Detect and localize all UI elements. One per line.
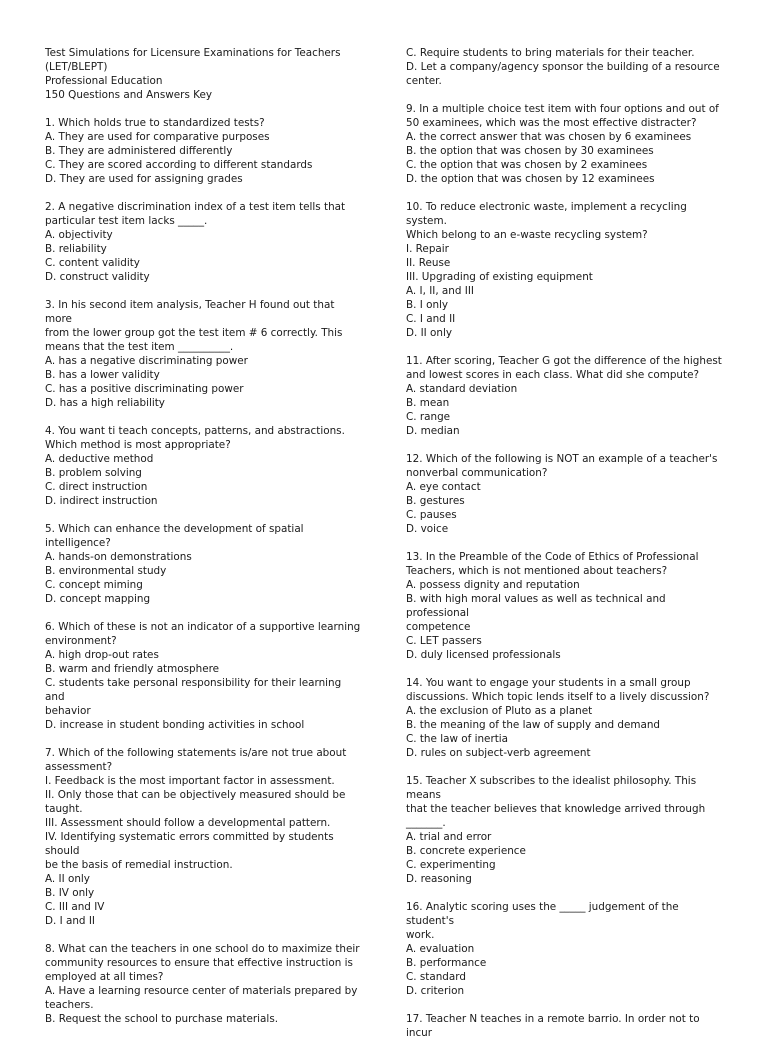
paragraph-gap bbox=[406, 438, 724, 452]
question-text: 8. What can the teachers in one school do to maximize their bbox=[45, 943, 360, 955]
question-line: A. evaluation bbox=[406, 943, 475, 955]
question-block bbox=[406, 452, 724, 536]
question-text: 4. You want ti teach concepts, patterns, and abstractions. bbox=[45, 425, 345, 437]
question-line: C. direct instruction bbox=[45, 481, 148, 493]
question-line: A. the exclusion of Pluto as a planet bbox=[406, 705, 593, 717]
header-line: 150 Questions and Answers Key bbox=[45, 89, 213, 101]
question-block bbox=[45, 298, 363, 410]
right-column bbox=[406, 46, 724, 1040]
question-line: teachers. bbox=[45, 999, 94, 1011]
question-line: C. concept miming bbox=[45, 579, 143, 591]
question-line: and lowest scores in each class. What did she compute? bbox=[406, 369, 699, 381]
question-text: 10. To reduce electronic waste, implement a recycling system. bbox=[406, 201, 691, 227]
question-line: B. Request the school to purchase materials. bbox=[45, 1013, 279, 1025]
paragraph-gap bbox=[45, 410, 363, 424]
question-line: B. the option that was chosen by 30 examinees bbox=[406, 145, 654, 157]
paragraph-gap bbox=[45, 186, 363, 200]
question-line: discussions. Which topic lends itself to a lively discussion? bbox=[406, 691, 710, 703]
paragraph-gap bbox=[45, 606, 363, 620]
question-line: C. has a positive discriminating power bbox=[45, 383, 244, 395]
question-text: 17. Teacher N teaches in a remote barrio. In order not to incur bbox=[406, 1013, 703, 1039]
question-line: taught. bbox=[45, 803, 83, 815]
document-header bbox=[45, 46, 363, 102]
question-line: B. performance bbox=[406, 957, 487, 969]
question-line: D. the option that was chosen by 12 examinees bbox=[406, 173, 655, 185]
question-line: means that the test item __________. bbox=[45, 341, 234, 353]
question-line: B. problem solving bbox=[45, 467, 142, 479]
question-line: competence bbox=[406, 621, 471, 633]
question-line: A. Have a learning resource center of materials prepared by bbox=[45, 985, 358, 997]
question-line: B. with high moral values as well as technical and professional bbox=[406, 593, 669, 619]
question-text: 16. Analytic scoring uses the _____ judgement of the student's bbox=[406, 901, 682, 927]
question-line: community resources to ensure that effective instruction is bbox=[45, 957, 353, 969]
question-line: A. hands-on demonstrations bbox=[45, 551, 192, 563]
question-line: II. Reuse bbox=[406, 257, 451, 269]
question-text: 15. Teacher X subscribes to the idealist philosophy. This means bbox=[406, 775, 700, 801]
question-text: 1. Which holds true to standardized tests? bbox=[45, 117, 265, 129]
paragraph-gap bbox=[406, 886, 724, 900]
question-line: B. warm and friendly atmosphere bbox=[45, 663, 220, 675]
question-line: A. has a negative discriminating power bbox=[45, 355, 248, 367]
question-line: C. experimenting bbox=[406, 859, 496, 871]
question-line: A. objectivity bbox=[45, 229, 113, 241]
question-text: 7. Which of the following statements is/are not true about bbox=[45, 747, 347, 759]
question-line: C. students take personal responsibility for their learning and bbox=[45, 677, 345, 703]
question-line: I. Repair bbox=[406, 243, 449, 255]
question-line: III. Assessment should follow a developmental pattern. bbox=[45, 817, 331, 829]
question-text: 9. In a multiple choice test item with four options and out of bbox=[406, 103, 719, 115]
question-line: B. reliability bbox=[45, 243, 107, 255]
question-line: C. content validity bbox=[45, 257, 140, 269]
left-column bbox=[45, 46, 363, 1026]
question-line: D. construct validity bbox=[45, 271, 150, 283]
question-line: nonverbal communication? bbox=[406, 467, 548, 479]
question-line: D. has a high reliability bbox=[45, 397, 165, 409]
question-line: A. standard deviation bbox=[406, 383, 518, 395]
question-line: B. IV only bbox=[45, 887, 95, 899]
question-block bbox=[406, 676, 724, 760]
paragraph-gap bbox=[406, 998, 724, 1012]
question-line: III. Upgrading of existing equipment bbox=[406, 271, 593, 283]
question-line: B. mean bbox=[406, 397, 450, 409]
question-block bbox=[45, 942, 363, 1026]
paragraph-gap bbox=[45, 928, 363, 942]
question-line: A. trial and error bbox=[406, 831, 492, 843]
question-line: A. the correct answer that was chosen by 6 examinees bbox=[406, 131, 692, 143]
question-line: C. standard bbox=[406, 971, 466, 983]
paragraph-gap bbox=[406, 760, 724, 774]
question-text: 3. In his second item analysis, Teacher H found out that more bbox=[45, 299, 338, 325]
question-line: A. possess dignity and reputation bbox=[406, 579, 580, 591]
question-block bbox=[406, 1012, 724, 1040]
question-line: work. bbox=[406, 929, 435, 941]
question-line: C. range bbox=[406, 411, 451, 423]
paragraph-gap bbox=[406, 536, 724, 550]
paragraph-gap bbox=[406, 340, 724, 354]
question-line: particular test item lacks _____. bbox=[45, 215, 208, 227]
question-line: D. criterion bbox=[406, 985, 465, 997]
question-line: C. LET passers bbox=[406, 635, 482, 647]
question-line: D. voice bbox=[406, 523, 449, 535]
question-line: A. deductive method bbox=[45, 453, 154, 465]
question-line: B. I only bbox=[406, 299, 449, 311]
paragraph-gap bbox=[45, 102, 363, 116]
question-block bbox=[406, 200, 724, 340]
question-line: A. II only bbox=[45, 873, 90, 885]
question-block bbox=[406, 900, 724, 998]
question-line: D. concept mapping bbox=[45, 593, 151, 605]
question-line: A. They are used for comparative purposes bbox=[45, 131, 270, 143]
question-line: Teachers, which is not mentioned about teachers? bbox=[406, 565, 668, 577]
question-line: B. environmental study bbox=[45, 565, 167, 577]
question-text: 2. A negative discrimination index of a test item tells that bbox=[45, 201, 346, 213]
question-line: A. high drop-out rates bbox=[45, 649, 159, 661]
question-line: A. I, II, and III bbox=[406, 285, 474, 297]
question-line: A. eye contact bbox=[406, 481, 481, 493]
question-text: 13. In the Preamble of the Code of Ethics of Professional bbox=[406, 551, 699, 563]
question-line: C. pauses bbox=[406, 509, 457, 521]
question-line: _______. bbox=[406, 817, 446, 829]
question-line: D. Let a company/agency sponsor the building of a resource bbox=[406, 61, 720, 73]
question-line: from the lower group got the test item # 6 correctly. This bbox=[45, 327, 343, 339]
question-line: B. the meaning of the law of supply and demand bbox=[406, 719, 661, 731]
question-line: D. rules on subject-verb agreement bbox=[406, 747, 591, 759]
question-line: D. median bbox=[406, 425, 460, 437]
question-line: D. increase in student bonding activities in school bbox=[45, 719, 305, 731]
question-block bbox=[406, 774, 724, 886]
question-block bbox=[406, 46, 724, 88]
paragraph-gap bbox=[45, 508, 363, 522]
question-text: 6. Which of these is not an indicator of a supportive learning bbox=[45, 621, 361, 633]
question-line: 50 examinees, which was the most effective distracter? bbox=[406, 117, 697, 129]
question-line: D. I and II bbox=[45, 915, 95, 927]
question-line: II. Only those that can be objectively measured should be bbox=[45, 789, 346, 801]
question-line: environment? bbox=[45, 635, 117, 647]
question-line: assessment? bbox=[45, 761, 113, 773]
question-block bbox=[406, 354, 724, 438]
question-line: employed at all times? bbox=[45, 971, 164, 983]
question-block bbox=[45, 620, 363, 732]
paragraph-gap bbox=[45, 732, 363, 746]
question-line: that the teacher believes that knowledge arrived through bbox=[406, 803, 706, 815]
question-block bbox=[406, 102, 724, 186]
question-line: be the basis of remedial instruction. bbox=[45, 859, 233, 871]
question-line: D. They are used for assigning grades bbox=[45, 173, 243, 185]
question-text: 5. Which can enhance the development of spatial intelligence? bbox=[45, 523, 307, 549]
question-line: B. They are administered differently bbox=[45, 145, 233, 157]
question-block bbox=[45, 200, 363, 284]
question-line: center. bbox=[406, 75, 442, 87]
question-line: C. the law of inertia bbox=[406, 733, 509, 745]
question-line: IV. Identifying systematic errors committed by students should bbox=[45, 831, 337, 857]
question-line: Which method is most appropriate? bbox=[45, 439, 231, 451]
question-line: D. duly licensed professionals bbox=[406, 649, 561, 661]
question-block bbox=[45, 116, 363, 186]
question-line: C. III and IV bbox=[45, 901, 105, 913]
question-line: D. II only bbox=[406, 327, 453, 339]
question-line: I. Feedback is the most important factor in assessment. bbox=[45, 775, 335, 787]
question-line: C. the option that was chosen by 2 examinees bbox=[406, 159, 648, 171]
question-text: 14. You want to engage your students in a small group bbox=[406, 677, 691, 689]
question-line: Which belong to an e-waste recycling system? bbox=[406, 229, 648, 241]
question-block bbox=[45, 424, 363, 508]
header-line: Test Simulations for Licensure Examinations for Teachers bbox=[45, 47, 341, 59]
question-line: B. concrete experience bbox=[406, 845, 526, 857]
question-text: C. Require students to bring materials for their teacher. bbox=[406, 47, 695, 59]
paragraph-gap bbox=[406, 186, 724, 200]
question-text: 12. Which of the following is NOT an example of a teacher's bbox=[406, 453, 718, 465]
paragraph-gap bbox=[406, 662, 724, 676]
question-line: D. indirect instruction bbox=[45, 495, 158, 507]
question-text: 11. After scoring, Teacher G got the difference of the highest bbox=[406, 355, 722, 367]
question-line: B. has a lower validity bbox=[45, 369, 160, 381]
question-line: C. I and II bbox=[406, 313, 456, 325]
paragraph-gap bbox=[406, 88, 724, 102]
question-block bbox=[45, 746, 363, 928]
question-block bbox=[406, 550, 724, 662]
question-line: D. reasoning bbox=[406, 873, 472, 885]
question-line: behavior bbox=[45, 705, 91, 717]
paragraph-gap bbox=[45, 284, 363, 298]
question-line: B. gestures bbox=[406, 495, 465, 507]
header-line: (LET/BLEPT) bbox=[45, 61, 108, 73]
question-line: C. They are scored according to different standards bbox=[45, 159, 313, 171]
question-block bbox=[45, 522, 363, 606]
header-line: Professional Education bbox=[45, 75, 163, 87]
